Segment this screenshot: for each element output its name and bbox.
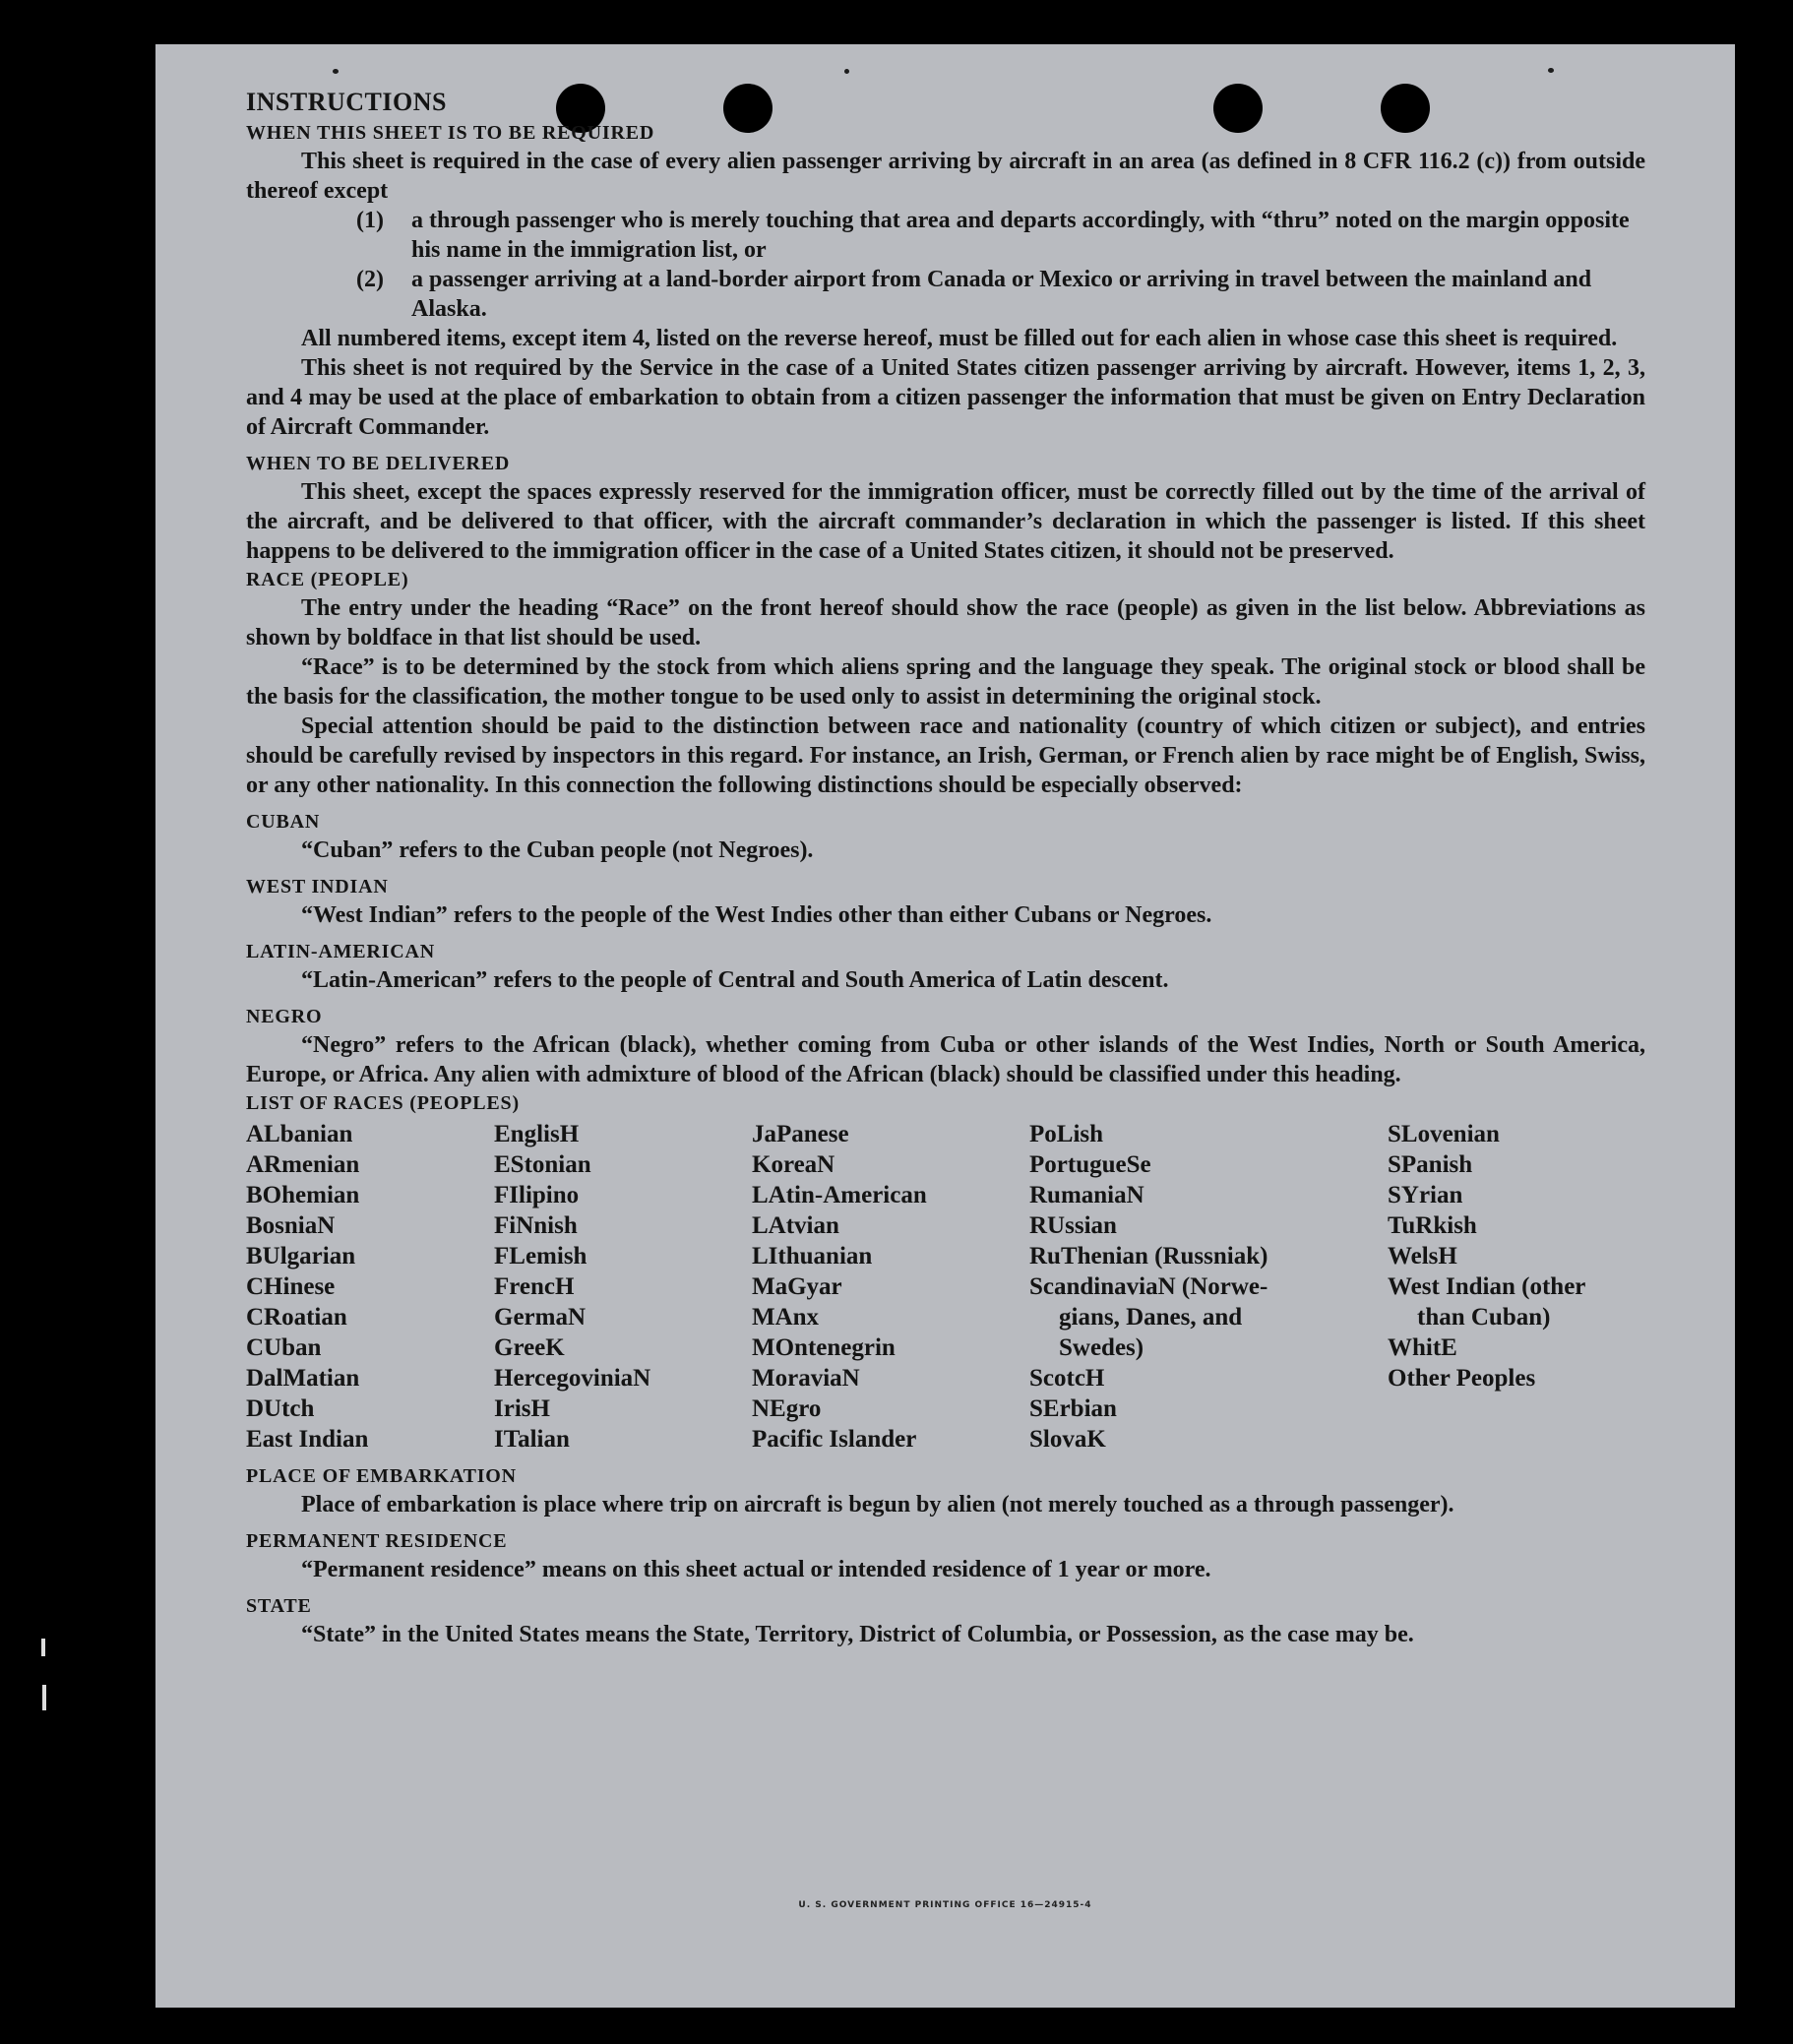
race-item: BOhemian [246,1182,360,1208]
race-item: BosniaN [246,1212,336,1239]
page-title: INSTRUCTIONS [246,88,447,116]
race-item: Other Peoples [1388,1365,1536,1392]
heading-state: STATE [246,1595,312,1617]
heading-cuban: CUBAN [246,811,321,833]
race-item: RUssian [1029,1212,1117,1239]
paragraph: Special attention should be paid to the distinction between race and nationality (country of which citizen or subject), and entries should be carefully revised by inspectors in this regard. For instance, an Irish, German, or French alien by race might be of English, Swiss, or any other nationality. In this connection the following distinctions should be especially observed: [246,713,1645,798]
race-item: DalMatian [246,1365,360,1392]
race-item: MOntenegrin [752,1334,896,1361]
paragraph: “Race” is to be determined by the stock from which aliens spring and the language they speak. The original stock or blood shall be the basis for the classification, the mother tongue to be used only to assist in determining the original stock. [246,654,1645,710]
item-text: a through passenger who is merely touching that area and departs accordingly, with “thru” noted on the margin opposite his name in the immigration list, or [411,208,1630,263]
race-column [494,1119,752,1455]
race-item: LAtvian [752,1212,839,1239]
paragraph: “Latin-American” refers to the people of Central and South America of Latin descent. [301,967,1169,993]
race-item: CUban [246,1334,322,1361]
paragraph: This sheet is not required by the Service in the case of a United States citizen passenger arriving by aircraft. However, items 1, 2, 3, and 4 may be used at the place of embarkation to obtain from a citizen passenger the information that must be given on Entry Declaration of Aircraft Commander. [246,355,1645,440]
speck [1548,68,1554,73]
speck [844,69,849,74]
race-column [1029,1119,1388,1455]
race-item: CRoatian [246,1304,347,1331]
race-item: TuRkish [1388,1212,1477,1239]
document-page [155,44,1735,2008]
race-item: East Indian [246,1426,369,1453]
race-item: ITalian [494,1426,570,1453]
paragraph: “Negro” refers to the African (black), whether coming from Cuba or other islands of the West Indies, North or South America, Europe, or Africa. Any alien with admixture of blood of the African (black) should be classified under this heading. [246,1032,1645,1087]
race-item: SLovenian [1388,1121,1500,1147]
race-item: BUlgarian [246,1243,356,1270]
race-item: Pacific Islander [752,1426,917,1453]
paragraph: All numbered items, except item 4, listed on the reverse hereof, must be filled out for each alien in whose case this sheet is required. [301,326,1618,351]
race-item: FIlipino [494,1182,580,1208]
race-item: GreeK [494,1334,565,1361]
race-item: SPanish [1388,1151,1473,1178]
race-column [752,1119,1029,1455]
paragraph: “Permanent residence” means on this sheet actual or intended residence of 1 year or more. [301,1557,1211,1582]
race-item: gians, Danes, and [1059,1304,1243,1331]
race-item: than Cuban) [1417,1304,1551,1331]
heading-latin-american: LATIN-AMERICAN [246,941,435,962]
race-item: RuThenian (Russniak) [1029,1243,1268,1270]
paragraph: The entry under the heading “Race” on the front hereof should show the race (people) as given in the list below. Abbreviations as shown by boldface in that list should be used. [246,595,1645,650]
heading-west-indian: WEST INDIAN [246,876,389,898]
race-item: FLemish [494,1243,587,1270]
printer-imprint: U. S. GOVERNMENT PRINTING OFFICE 16—24915-4 [798,1900,1092,1910]
race-item: IrisH [494,1395,550,1422]
race-item: West Indian (other [1388,1273,1586,1300]
race-item: HercegoviniaN [494,1365,651,1392]
race-item: ScandinaviaN (Norwe- [1029,1273,1268,1300]
heading-embarkation: PLACE OF EMBARKATION [246,1465,517,1487]
paragraph: This sheet is required in the case of every alien passenger arriving by aircraft in an area (as defined in 8 CFR 116.2 (c)) from outside thereof except [246,149,1645,204]
race-item: SlovaK [1029,1426,1106,1453]
race-item: PoLish [1029,1121,1104,1147]
paragraph: “Cuban” refers to the Cuban people (not Negroes). [301,837,814,863]
race-item: KoreaN [752,1151,835,1178]
list-item [246,206,1645,265]
race-item: EStonian [494,1151,591,1178]
paragraph: “State” in the United States means the State, Territory, District of Columbia, or Possession, as the case may be. [301,1622,1414,1647]
item-text: a passenger arriving at a land-border airport from Canada or Mexico or arriving in travel between the mainland and Alaska. [411,267,1592,322]
race-item: WhitE [1388,1334,1457,1361]
race-list [246,1119,1645,1455]
race-item: GermaN [494,1304,587,1331]
race-item: CHinese [246,1273,336,1300]
heading-when-delivered: WHEN TO BE DELIVERED [246,453,511,474]
instructions-text [246,86,1645,1649]
race-item: ARmenian [246,1151,360,1178]
race-item: MAnx [752,1304,820,1331]
race-item: ALbanian [246,1121,353,1147]
paragraph: This sheet, except the spaces expressly reserved for the immigration officer, must be correctly filled out by the time of the arrival of the aircraft, and be delivered to that officer, with the aircraft commander’s declaration in which the passenger is listed. If this sheet happens to be delivered to the immigration officer in the case of a United States citizen, it should not be preserved. [246,479,1645,564]
race-item: ScotcH [1029,1365,1105,1392]
scan-edge-mark [42,1685,46,1710]
race-item: FrencH [494,1273,575,1300]
exception-list [246,206,1645,324]
race-item: LAtin-American [752,1182,927,1208]
paragraph: “West Indian” refers to the people of the West Indies other than either Cubans or Negroes. [301,902,1212,928]
race-item: SYrian [1388,1182,1463,1208]
race-item: DUtch [246,1395,315,1422]
heading-when-required: WHEN THIS SHEET IS TO BE REQUIRED [246,122,655,144]
race-column [246,1119,494,1455]
race-item: MoraviaN [752,1365,860,1392]
item-number: (2) [356,267,384,292]
race-item: MaGyar [752,1273,842,1300]
race-item: Swedes) [1059,1334,1144,1361]
race-item: LIthuanian [752,1243,873,1270]
race-item: PortugueSe [1029,1151,1151,1178]
heading-permanent-residence: PERMANENT RESIDENCE [246,1530,508,1552]
heading-list-of-races: LIST OF RACES (PEOPLES) [246,1092,520,1114]
race-item: RumaniaN [1029,1182,1144,1208]
heading-race: RACE (PEOPLE) [246,569,409,590]
heading-negro: NEGRO [246,1006,323,1027]
speck [333,69,339,74]
list-item [246,265,1645,324]
paragraph: Place of embarkation is place where trip on aircraft is begun by alien (not merely touched as a through passenger). [301,1492,1454,1518]
race-item: FiNnish [494,1212,578,1239]
scan-edge-mark [41,1639,45,1656]
item-number: (1) [356,208,384,233]
race-column [1388,1119,1645,1455]
race-item: EnglisH [494,1121,580,1147]
race-item: WelsH [1388,1243,1457,1270]
race-item: SErbian [1029,1395,1117,1422]
race-item: NEgro [752,1395,822,1422]
race-item: JaPanese [752,1121,849,1147]
